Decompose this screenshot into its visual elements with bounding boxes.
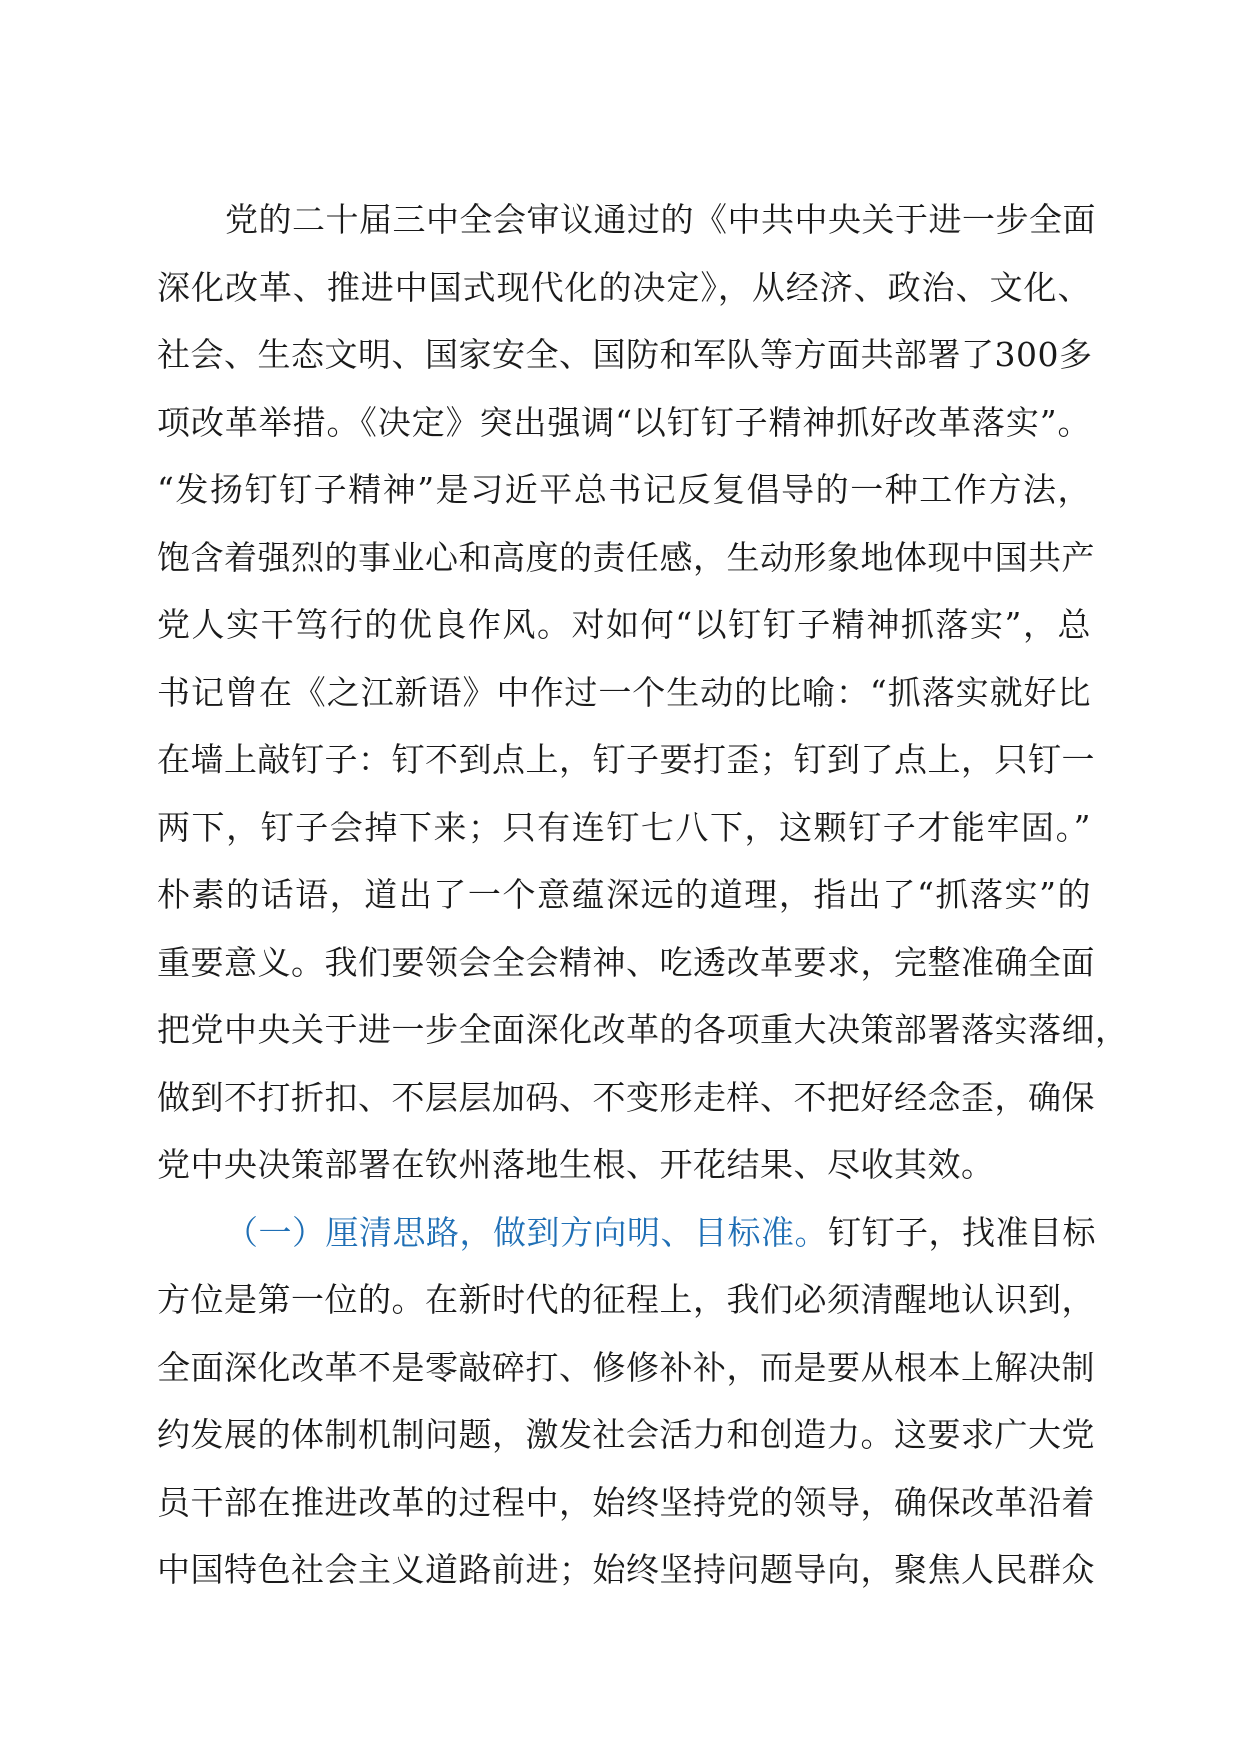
text-line: 饱含着强烈的事业心和高度的责任感，生动形象地体现中国共产 bbox=[157, 537, 1095, 577]
text-line bbox=[157, 1199, 1096, 1267]
text-line: 中国特色社会主义道路前进；始终坚持问题导向，聚焦人民群众 bbox=[157, 1550, 1095, 1589]
text-line: 深化改革、推进中国式现代化的决定》，从经济、政治、文化、 bbox=[157, 267, 1091, 307]
text-line: “发扬钉钉子精神”是习近平总书记反复倡导的一种工作方法， bbox=[157, 470, 1091, 509]
text-line: 党的二十届三中全会审议通过的《中共中央关于进一步全面 bbox=[225, 200, 1096, 239]
text-line: 朴素的话语，道出了一个意蕴深远的道理，指出了“抓落实”的 bbox=[157, 875, 1091, 914]
text-line: 党人实干笃行的优良作风。对如何“以钉钉子精神抓落实”，总 bbox=[157, 605, 1091, 644]
text-line: 社会、生态文明、国家安全、国防和军队等方面共部署了300多 bbox=[157, 335, 1093, 374]
text-line: 约发展的体制机制问题，激发社会活力和创造力。这要求广大党 bbox=[157, 1415, 1095, 1454]
text-line: 书记曾在《之江新语》中作过一个生动的比喻：“抓落实就好比 bbox=[157, 672, 1091, 712]
text-line: 两下，钉子会掉下来；只有连钉七八下，这颗钉子才能牢固。” bbox=[157, 807, 1091, 847]
text-line: 方位是第一位的。在新时代的征程上，我们必须清醒地认识到， bbox=[157, 1280, 1095, 1319]
paragraph-intro bbox=[157, 186, 1129, 1199]
text-line: 把党中央关于进一步全面深化改革的各项重大决策部署落实落细， bbox=[157, 1010, 1129, 1049]
text-line: 在墙上敲钉子：钉不到点上，钉子要打歪；钉到了点上，只钉一 bbox=[157, 740, 1095, 779]
section-heading: （一）厘清思路，做到方向明、目标准。 bbox=[225, 1212, 828, 1252]
section-text: 钉钉子，找准目标 bbox=[828, 1212, 1096, 1252]
document-body bbox=[157, 186, 1129, 1604]
paragraph-section-1 bbox=[157, 1199, 1096, 1604]
text-line: 员干部在推进改革的过程中，始终坚持党的领导，确保改革沿着 bbox=[157, 1482, 1095, 1522]
text-line: 党中央决策部署在钦州落地生根、开花结果、尽收其效。 bbox=[157, 1145, 995, 1184]
text-line: 重要意义。我们要领会全会精神、吃透改革要求，完整准确全面 bbox=[157, 942, 1095, 982]
text-line: 做到不打折扣、不层层加码、不变形走样、不把好经念歪，确保 bbox=[157, 1077, 1095, 1117]
text-line: 项改革举措。《决定》突出强调“以钉钉子精神抓好改革落实”。 bbox=[157, 402, 1091, 442]
text-line: 全面深化改革不是零敲碎打、修修补补，而是要从根本上解决制 bbox=[157, 1347, 1095, 1387]
